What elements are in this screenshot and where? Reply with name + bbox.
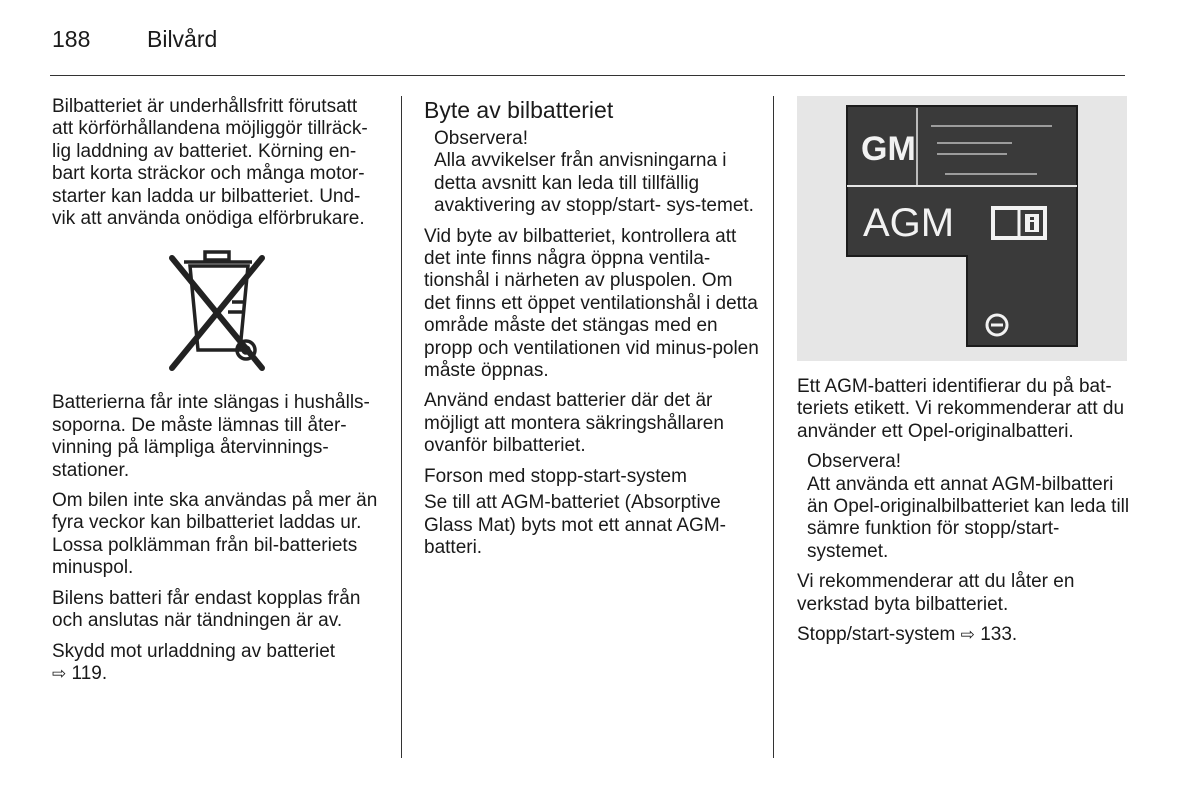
note-label: Observera! bbox=[807, 451, 901, 473]
paragraph: Vid byte av bilbatteriet, kontrollera att det inte finns några öppna ventila-tionshål i närheten av pluspolen. Om det finns ett öppet ventilationshål i detta område måste det stängas med en propp och ventilationen vid minus-polen måste öppnas. bbox=[424, 225, 759, 382]
note-label: Observera! bbox=[434, 128, 528, 149]
column-divider-2 bbox=[773, 96, 774, 758]
page-number: 188 bbox=[52, 26, 91, 52]
note-box bbox=[807, 451, 1132, 563]
brand-logo: GM bbox=[861, 130, 916, 168]
paragraph: Se till att AGM-batteriet (Absorptive Glass Mat) byts mot ett annat AGM-batteri. bbox=[424, 492, 726, 558]
paragraph bbox=[52, 641, 382, 686]
paragraph: Ett AGM-batteri identifierar du på bat-teriets etikett. Vi rekommenderar att du använder ett Opel-originalbatteri. bbox=[797, 376, 1125, 442]
paragraph: Vi rekommenderar att du låter en verkstad byta bilbatteriet. bbox=[797, 571, 1075, 615]
crossed-out-bin-icon bbox=[162, 246, 272, 376]
column-3 bbox=[797, 376, 1132, 654]
page-reference[interactable]: 119. bbox=[71, 662, 108, 684]
paragraph: Använd endast batterier där det är möjligt att montera säkringshållaren ovanför bilbatteriet. bbox=[424, 390, 724, 457]
paragraph bbox=[797, 624, 1132, 646]
subheading: Forson med stopp-start-system bbox=[424, 465, 687, 487]
section-heading: Byte av bilbatteriet bbox=[424, 97, 614, 123]
reference-arrow-icon[interactable]: ⇨ bbox=[960, 625, 975, 645]
battery-type-label: AGM bbox=[863, 201, 955, 245]
page-reference[interactable]: 133. bbox=[980, 624, 1018, 646]
note-text: Att använda ett annat AGM-bilbatteri än Opel-originalbilbatteriet kan leda till sämre funktion för stopp/start-systemet. bbox=[807, 473, 1130, 562]
note-box bbox=[434, 128, 759, 218]
paragraph-text: Stopp/start-system bbox=[797, 624, 956, 646]
column-divider-1 bbox=[401, 96, 402, 758]
note-text: Alla avvikelser från anvisningarna i detta avsnitt kan leda till tillfällig avaktivering av stopp/start- sys-temet. bbox=[434, 150, 754, 217]
paragraph: Bilens batteri får endast kopplas från och anslutas när tändningen är av. bbox=[52, 587, 361, 632]
agm-battery-label-image bbox=[797, 96, 1127, 361]
column-2 bbox=[424, 96, 759, 567]
paragraph: Batterierna får inte slängas i hushålls-soporna. De måste lämnas till åter-vinning på lämpliga återvinnings-stationer. bbox=[52, 392, 370, 481]
header-rule bbox=[50, 75, 1125, 76]
paragraph: Om bilen inte ska användas på mer än fyra veckor kan bilbatteriet laddas ur. Lossa polklämman från bil-batteriets minuspol. bbox=[52, 490, 378, 579]
reference-arrow-icon[interactable]: ⇨ bbox=[52, 663, 67, 683]
column-1 bbox=[52, 96, 382, 693]
paragraph: Bilbatteriet är underhållsfritt förutsatt att körförhållandena möjliggör tillräck-lig laddning av batteriet. Körning en-bart korta sträckor och många motor-starter kan ladda ur bilbatteriet. Und-vik att använda onödiga elförbrukare. bbox=[52, 96, 368, 230]
paragraph-text: Skydd mot urladdning av batteriet bbox=[52, 640, 336, 662]
section-title: Bilvård bbox=[147, 26, 218, 52]
